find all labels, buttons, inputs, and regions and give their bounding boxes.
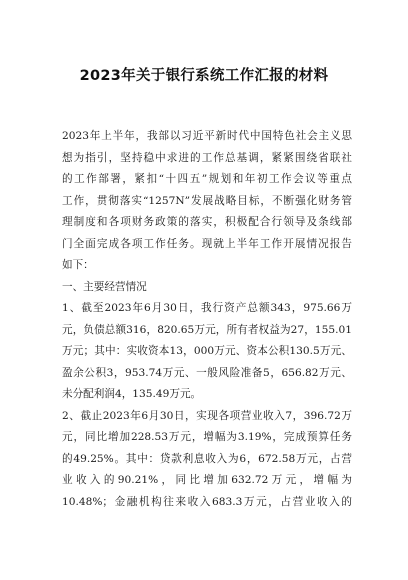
document-body [62,126,352,513]
body-line: 理制度和各项财务政策的落实，积极配合行领导及条线部 [62,216,352,228]
body-line: 想为指引，坚持稳中求进的工作总基调，紧紧围绕省联社 [62,151,352,164]
body-line: 的49.25%。其中：贷款利息收入为6，672.58万元，占营 [62,452,352,465]
document-title: 2023年关于银行系统工作汇报的材料 [79,68,329,84]
body-line: 2023年上半年，我部以习近平新时代中国特色社会主义思 [62,130,352,142]
body-line: 2、截止2023年6月30日，实现各项营业收入7，396.72万 [62,409,352,422]
body-line: 门全面完成各项工作任务。现就上半年工作开展情况报告 [62,237,352,250]
body-line: 的工作部署，紧扣“十四五”规划和年初工作会议等重点 [62,173,352,185]
section-heading: 一、主要经营情况 [62,280,147,293]
body-line: 万元；其中：实收资本13，000万元、资本公积130.5万元、 [62,345,352,357]
body-line: 如下： [62,259,94,271]
body-line: 10.48%；金融机构往来收入683.3万元，占营业收入的 [62,495,352,508]
body-line: 1、截至2023年6月30日，我行资产总额343，975.66万 [62,302,352,314]
body-line: 未分配利润4，135.49万元。 [62,388,202,400]
body-line: 工作，贯彻落实“1257N”发展战略目标，不断强化财务管 [62,194,352,207]
body-line: 盈余公积3，953.74万元、一般风险准备5，656.82万元、 [62,366,352,379]
body-line: 业收入的90.21%，同比增加632.72万元，增幅为 [62,474,352,486]
body-line: 元，同比增加228.53万元，增幅为3.19%，完成预算任务 [62,431,352,443]
body-line: 元，负债总额316，820.65万元，所有者权益为27，155.01 [62,323,352,336]
